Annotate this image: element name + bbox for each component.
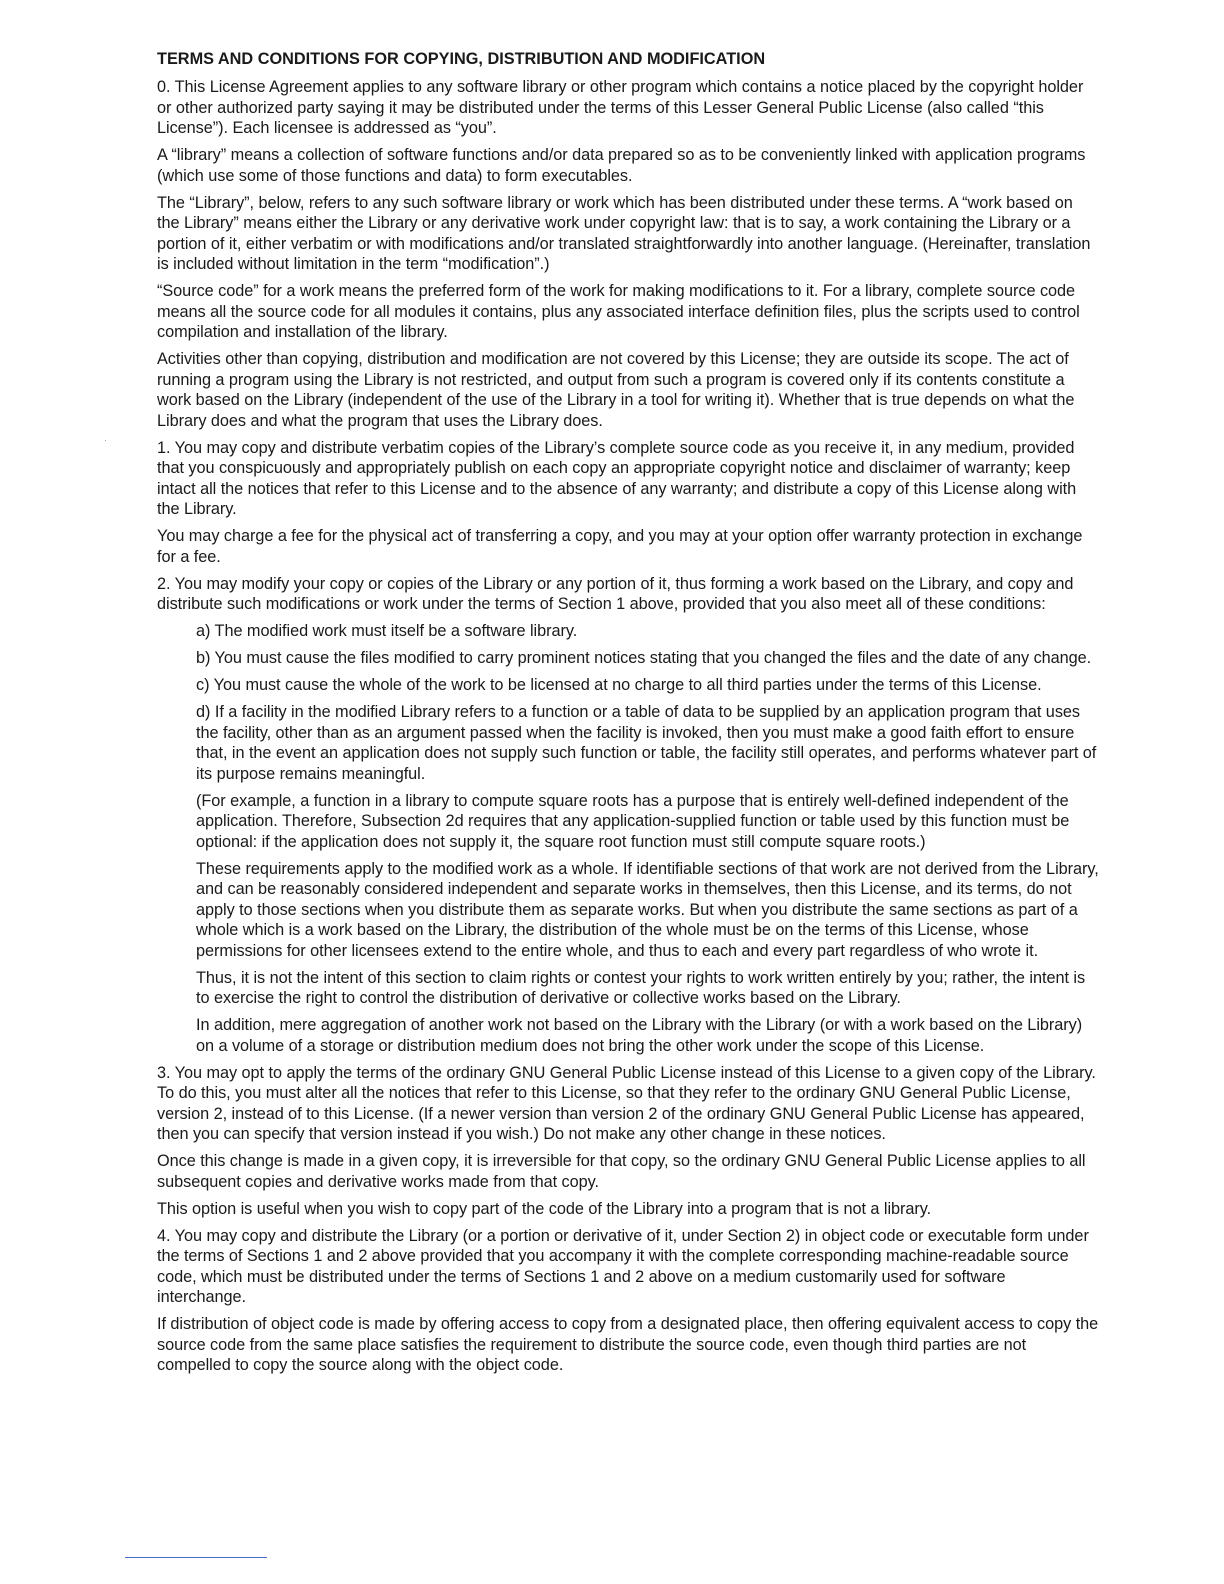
paragraph-library-definition: A “library” means a collection of software functions and/or data prepared so as to be conveniently linked with application programs (which use some of those functions and data) to form executables. xyxy=(157,146,1086,185)
scan-speck xyxy=(105,440,106,441)
condition-requirements: These requirements apply to the modified work as a whole. If identifiable sections of that work are not derived from the Library, and can be reasonably considered independent and separate works in themselves, then this License, and its terms, do not apply to those sections when you distribute them as separate works. But when you distribute the same sections as part of a whole which is a work based on the Library, the distribution of the whole must be on the terms of this License, whose permissions for other licensees extend to the entire whole, and thus to each and every part regardless of who wrote it. xyxy=(196,859,1099,960)
condition-d: d) If a facility in the modified Library refers to a function or a table of data to be supplied by an application program that uses the facility, other than as an argument passed when the facility is invoked, then you must make a good faith effort to ensure that, in the event an application does not supply such function or table, the facility still operates, and performs whatever part of its purpose remains meaningful. xyxy=(196,703,1097,783)
condition-c: c) You must cause the whole of the work to be licensed at no charge to all third parties under the terms of this License. xyxy=(196,676,1042,694)
paragraph-irreversible: Once this change is made in a given copy, it is irreversible for that copy, so the ordinary GNU General Public License applies to all subsequent copies and derivative works made from that copy. xyxy=(157,1152,1086,1191)
condition-b: b) You must cause the files modified to carry prominent notices stating that you changed the files and the date of any change. xyxy=(196,649,1092,667)
paragraph-section-0: 0. This License Agreement applies to any software library or other program which contains a notice placed by the copyright holder or other authorized party saying it may be distributed under the terms of this Lesser General Public License (also called “this License”). Each licensee is addressed as “you”. xyxy=(157,78,1084,137)
condition-aggregation: In addition, mere aggregation of another work not based on the Library with the Library (or with a work based on the Library) on a volume of a storage or distribution medium does not bring the other work under the scope of this License. xyxy=(196,1016,1083,1055)
license-page xyxy=(157,49,1099,1382)
paragraph-fee: You may charge a fee for the physical act of transferring a copy, and you may at your option offer warranty protection in exchange for a fee. xyxy=(157,527,1083,566)
section-heading: TERMS AND CONDITIONS FOR COPYING, DISTRIBUTION AND MODIFICATION xyxy=(157,50,766,68)
condition-a: a) The modified work must itself be a software library. xyxy=(196,622,578,640)
condition-example: (For example, a function in a library to compute square roots has a purpose that is entirely well-defined independent of the application. Therefore, Subsection 2d requires that any application-supplied function or table used by this function must be optional: if the application does not supply it, the square root function must still compute square roots.) xyxy=(196,791,1070,851)
paragraph-section-2: 2. You may modify your copy or copies of the Library or any portion of it, thus forming a work based on the Library, and copy and distribute such modifications or work under the terms of Section 1 above, provided that you also meet all of these conditions: xyxy=(157,574,1074,613)
paragraph-activities-scope: Activities other than copying, distribution and modification are not covered by this License; they are outside its scope. The act of running a program using the Library is not restricted, and output from such a program is covered only if its contents constitute a work based on the Library (independent of the use of the Library in a tool for writing it). Whether that is true depends on what the Library does and what the program that uses the Library does. xyxy=(157,350,1075,430)
paragraph-section-3: 3. You may opt to apply the terms of the ordinary GNU General Public License instead of this License to a given copy of the Library. To do this, you must alter all the notices that refer to this License, so that they refer to the ordinary GNU General Public License, version 2, instead of to this License. (If a newer version than version 2 of the ordinary GNU General Public License has appeared, then you can specify that version instead if you wish.) Do not make any other change in these notices. xyxy=(157,1063,1096,1143)
paragraph-source-code: “Source code” for a work means the preferred form of the work for making modifications to it. For a library, complete source code means all the source code for all modules it contains, plus any associated interface definition files, plus the scripts used to control compilation and installation of the library. xyxy=(157,282,1080,341)
footnote-rule xyxy=(125,1557,267,1558)
paragraph-option-useful: This option is useful when you wish to copy part of the code of the Library into a program that is not a library. xyxy=(157,1199,932,1218)
paragraph-section-4: 4. You may copy and distribute the Library (or a portion or derivative of it, under Section 2) in object code or executable form under the terms of Sections 1 and 2 above provided that you accompany it with the complete corresponding machine-readable source code, which must be distributed under the terms of Sections 1 and 2 above on a medium customarily used for software interchange. xyxy=(157,1226,1089,1306)
condition-intent: Thus, it is not the intent of this section to claim rights or contest your rights to work written entirely by you; rather, the intent is to exercise the right to control the distribution of derivative or collective works based on the Library. xyxy=(196,968,1086,1007)
paragraph-work-based-on-library: The “Library”, below, refers to any such software library or work which has been distributed under these terms. A “work based on the Library” means either the Library or any derivative work under copyright law: that is to say, a work containing the Library or a portion of it, either verbatim or with modifications and/or translated straightforwardly into another language. (Hereinafter, translation is included without limitation in the term “modification”.) xyxy=(157,193,1091,273)
paragraph-distribution-object-code: If distribution of object code is made by offering access to copy from a designated place, then offering equivalent access to copy the source code from the same place satisfies the requirement to distribute the source code, even though third parties are not compelled to copy the source along with the object code. xyxy=(157,1315,1099,1374)
paragraph-section-1: 1. You may copy and distribute verbatim copies of the Library’s complete source code as you receive it, in any medium, provided that you conspicuously and appropriately publish on each copy an appropriate copyright notice and disclaimer of warranty; keep intact all the notices that refer to this License and to the absence of any warranty; and distribute a copy of this License along with the Library. xyxy=(157,438,1077,518)
